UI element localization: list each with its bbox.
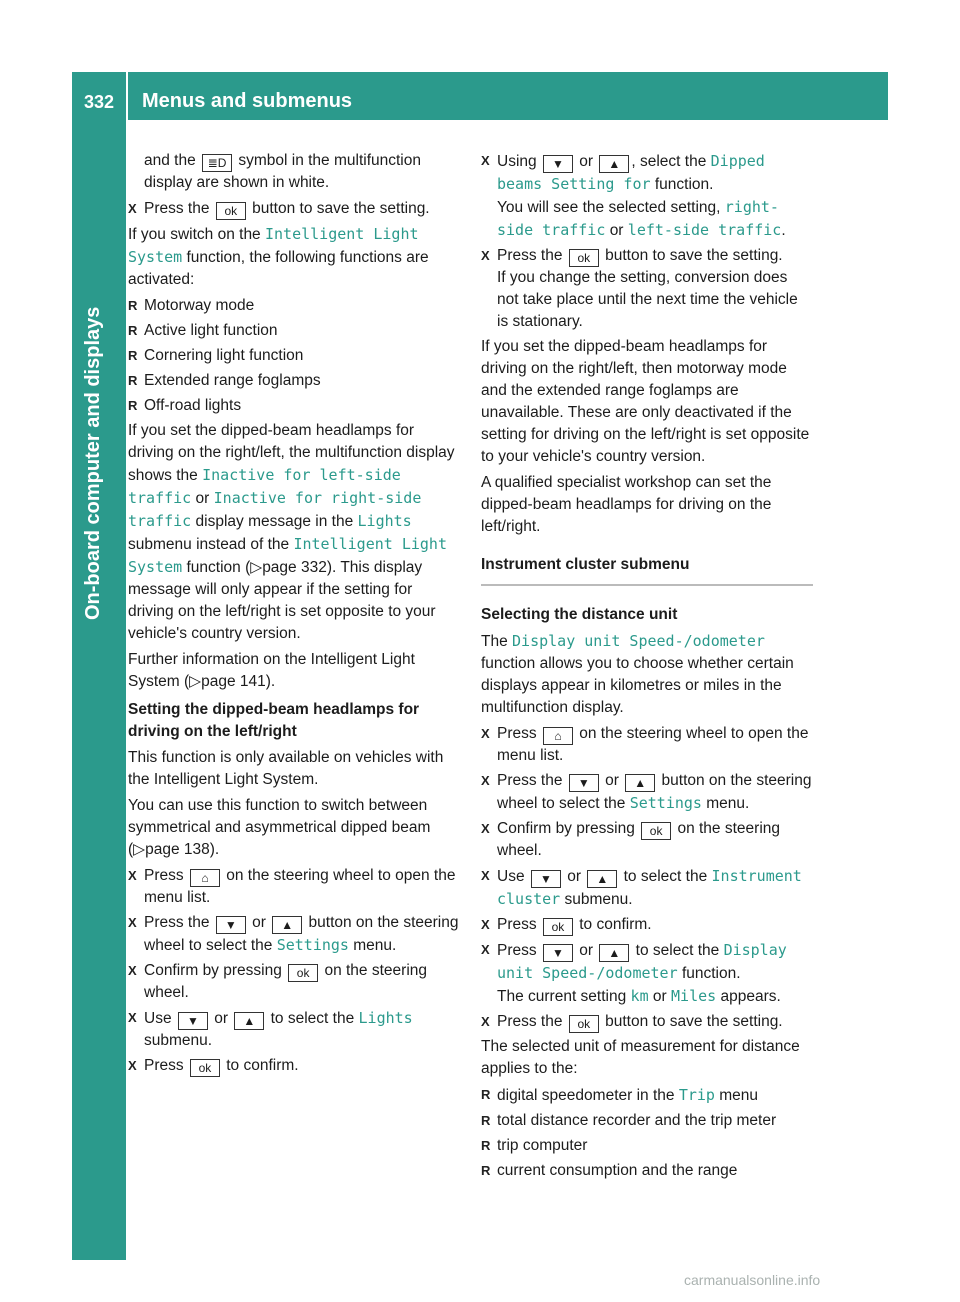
down-arrow-key-icon: ▼ xyxy=(543,944,573,962)
ok-key-icon: ok xyxy=(569,1015,599,1033)
step: X Use ▼ or ▲ to select the Lights submenu. xyxy=(128,1009,413,1049)
page-number: 332 xyxy=(83,92,115,112)
down-arrow-key-icon: ▼ xyxy=(178,1012,208,1030)
list-item: R total distance recorder and the trip meter xyxy=(481,1112,777,1129)
header-divider xyxy=(126,72,128,120)
down-arrow-key-icon: ▼ xyxy=(216,916,246,934)
ok-key-icon: ok xyxy=(288,964,318,982)
paragraph: The selected unit of measurement for distance applies to the: xyxy=(481,1038,800,1077)
ok-key-icon: ok xyxy=(190,1059,220,1077)
paragraph: and the ≣D symbol in the multifunction display are shown in white. xyxy=(144,152,421,191)
list-item: R Motorway mode xyxy=(128,297,255,314)
paragraph: If you set the dipped-beam headlamps for driving on the right/left, then motorway mode and the extended range foglamps are unavailable. These are only deactivated if the setting for driving on the left/right is set opposite to your vehicle's country version. xyxy=(481,338,810,465)
paragraph: You can use this function to switch between symmetrical and asymmetrical dipped beam (▷page 138). xyxy=(128,797,431,858)
side-tab-label: On-board computer and displays xyxy=(82,306,104,620)
up-arrow-key-icon: ▲ xyxy=(272,916,302,934)
step: X Press the ok button to save the setting. xyxy=(481,1013,783,1031)
left-column xyxy=(128,150,460,1080)
list-item: R Extended range foglamps xyxy=(128,372,321,389)
list-item: R Off-road lights xyxy=(128,397,242,414)
down-arrow-key-icon: ▼ xyxy=(543,155,573,173)
up-arrow-key-icon: ▲ xyxy=(625,774,655,792)
side-tab xyxy=(72,120,126,1260)
step: X Press ok to confirm. xyxy=(481,916,652,934)
chapter-title: Menus and submenus xyxy=(142,90,353,112)
step: X Press the ▼ or ▲ button on the steering wheel to select the Settings menu. xyxy=(481,772,812,812)
subheading: Setting the dipped-beam headlamps for driving on the left/right xyxy=(128,701,420,740)
subheading: Selecting the distance unit xyxy=(481,606,678,623)
list-item: R trip computer xyxy=(481,1137,588,1154)
paragraph: A qualified specialist workshop can set the dipped-beam headlamps for driving on the left/right. xyxy=(481,474,772,535)
ok-key-icon: ok xyxy=(569,249,599,267)
home-key-icon: ⌂ xyxy=(190,869,220,887)
paragraph: Further information on the Intelligent Light System (▷page 141). xyxy=(128,651,415,690)
section-heading: Instrument cluster submenu xyxy=(481,554,813,586)
up-arrow-key-icon: ▲ xyxy=(599,944,629,962)
ok-key-icon: ok xyxy=(641,822,671,840)
down-arrow-key-icon: ▼ xyxy=(569,774,599,792)
paragraph: This function is only available on vehicles with the Intelligent Light System. xyxy=(128,749,444,788)
paragraph: The Display unit Speed-/odometer function allows you to choose whether certain displays appear in kilometres or miles in the multifunction display. xyxy=(481,632,794,716)
step: X Press ⌂ on the steering wheel to open the menu list. xyxy=(128,867,456,906)
list-item: R Cornering light function xyxy=(128,347,304,364)
step: X Press ⌂ on the steering wheel to open the menu list. xyxy=(481,725,809,764)
triangle-pointer-icon: ▷ xyxy=(189,673,202,690)
ok-key-icon: ok xyxy=(216,202,246,220)
step: X Press ok to confirm. xyxy=(128,1057,299,1075)
triangle-pointer-icon: ▷ xyxy=(250,559,263,576)
step: X Use ▼ or ▲ to select the Instrument cluster submenu. xyxy=(481,867,802,908)
step: X Press ▼ or ▲ to select the Display unit Speed-/odometer function. The current setting km or Miles appears. xyxy=(481,941,787,1005)
right-column xyxy=(481,150,813,1185)
step: X Press the ok button to save the setting. xyxy=(128,200,430,218)
step: X Using ▼ or ▲ , select the Dipped beams Setting for function. You will see the selected setting, right-side traffic or left-side traffic. xyxy=(481,152,786,239)
step: X Press the ▼ or ▲ button on the steering wheel to select the Settings menu. xyxy=(128,914,459,954)
up-arrow-key-icon: ▲ xyxy=(599,155,629,173)
paragraph: If you set the dipped-beam headlamps for driving on the right/left, the multifunction display shows the Inactive for left-side traffic or Inactive for right-side traffic display message in the Lights submenu instead of the Intelligent Light System function (▷page 332). This display message will only appear if the setting for driving on the left/right is set opposite to your vehicle's country version. xyxy=(128,422,455,642)
down-arrow-key-icon: ▼ xyxy=(531,870,561,888)
list-item: R Active light function xyxy=(128,322,278,339)
page-header xyxy=(72,72,888,120)
list-item: R digital speedometer in the Trip menu xyxy=(481,1086,759,1104)
list-item: R current consumption and the range xyxy=(481,1162,738,1179)
up-arrow-key-icon: ▲ xyxy=(234,1012,264,1030)
home-key-icon: ⌂ xyxy=(543,727,573,745)
paragraph: If you switch on the Intelligent Light System function, the following functions are activated: xyxy=(128,225,429,288)
ok-key-icon: ok xyxy=(543,918,573,936)
watermark: carmanualsonline.info xyxy=(684,1272,821,1288)
triangle-pointer-icon: ▷ xyxy=(133,841,146,858)
step: X Confirm by pressing ok on the steering wheel. xyxy=(128,962,427,1001)
up-arrow-key-icon: ▲ xyxy=(587,870,617,888)
step: X Confirm by pressing ok on the steering wheel. xyxy=(481,820,780,859)
step: X Press the ok button to save the setting. If you change the setting, conversion does not take place until the next time the vehicle is stationary. xyxy=(481,247,798,330)
dipped-beam-symbol-icon: ≣D xyxy=(202,154,232,172)
